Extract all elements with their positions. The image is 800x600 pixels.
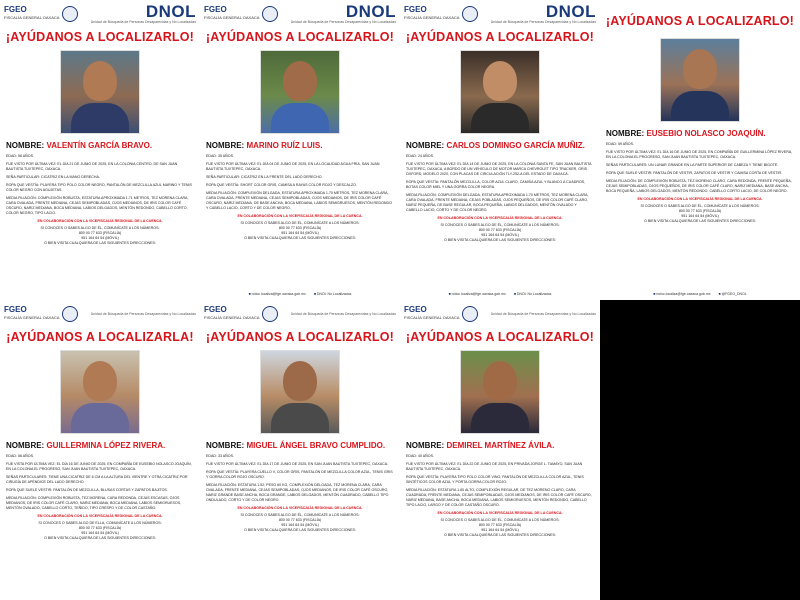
poster-header: FGEO FISCALÍA GENERAL OAXACA Unidad de Búsqueda de Personas Desaparecidas y No Localizadas [4, 305, 196, 320]
poster-eusebio-nolasco [600, 0, 800, 300]
poster-details: EDAD: 35 AÑOS. FUE VISTO POR ÚLTIMA VEZ: EL DÍA 04 DE JUNIO DE 2025, EN LA LOCALIDAD AGUA FRÍA, SAN JUAN BAUTISTA TUXTEPEC, OAXACA. SEÑA PARTICULAR: CICATRIZ EN LA FRENTE DEL LADO DERECHO. ROPA QUE VESTÍA: SHORT COLOR GRIS, CAMISA A RAYAS COLOR ROJO Y DESCALZO. MEDIA FILIACIÓN: COMPLEXIÓN DELGADA, ESTATURA APROXIMADA 1.70 METROS, TEZ MORENA CLARA, CARA OVALADA, FRENTE MEDIANA, CEJAS SEMIPOBLADAS, OJOS MEDIANOS, DE IRIS COLOR CAFÉ OSCURO, NARIZ MEDIANA, DE BASE ANCHA, BOCA MEDIANA, LABIOS SEMIGRUESOS, MENTÓN REDONDO Y CABELLO LACIO, CORTO Y DE COLOR NEGRO. EN COLABORACIÓN CON LA VICEFISCALÍA REGIONAL DE LA CUENCA. SI CONOCES O SABES ALGO DE ÉL, COMUNÍCATE A LOS NÚMEROS: 800 00 77 633 (FISCALÍA) 951 164 64 54 (MÓVIL) O BIEN VISITA CUALQUIERA DE LAS SIGUIENTES DIRECCIONES: [206, 154, 392, 240]
person-name: NOMBRE: DEMIREL MARTÍNEZ ÁVILA. [406, 441, 555, 450]
fge-logo: FGEO FISCALÍA GENERAL OAXACA [4, 305, 60, 320]
person-photo [460, 50, 540, 134]
person-photo [60, 50, 140, 134]
poster-guillermina-lopez [0, 300, 200, 600]
poster-title: ¡AYÚDANOS A LOCALIZARLO! [405, 30, 595, 44]
seal-icon [262, 306, 278, 322]
poster-title: ¡AYÚDANOS A LOCALIZARLO! [5, 30, 195, 44]
person-name: NOMBRE: MIGUEL ÁNGEL BRAVO CUMPLIDO. [206, 441, 386, 450]
person-photo [460, 350, 540, 434]
poster-title: ¡AYÚDANOS A LOCALIZARLO! [205, 330, 395, 344]
fge-logo: FGEO FISCALÍA GENERAL OAXACA [404, 305, 460, 320]
poster-title: ¡AYÚDANOS A LOCALIZARLO! [205, 30, 395, 44]
poster-header: FGEO FISCALÍA GENERAL OAXACA Unidad de Búsqueda de Personas Desaparecidas y No Localizadas [404, 305, 596, 320]
poster-demirel-martinez [400, 300, 600, 600]
poster-details: EDAD: 24 AÑOS. FUE VISTO POR ÚLTIMA VEZ: EL DÍA 14 DE JUNIO DE 2025, EN LA COLONIA SANTA FE, SAN JUAN BAUTISTA TUXTEPEC, OAXACA, A BORDO DE UN VEHÍCULO DE MOTOR MARCA CHEVROLET TIPO TRACKER, GRIS OXFORD, MODELO 2020, CON PLACAS DE CIRCULACIÓN TLY-252-A DEL ESTADO DE OAXACA. ROPA QUE VESTÍA: PANTALÓN MEZCLILLA, COLOR AZUL CLARO, CAMISA AZUL Y BLANCO A CUADROS, BOTAS COLOR MIEL Y UNA GORRA COLOR NEGRA. MEDIA FILIACIÓN: COMPLEXIÓN DELGADA, ESTATURA APROXIMADA 1.70 METROS, TEZ MORENA CLARA, CARA OVALADA, FRENTE MEDIANA, CEJAS POBLADAS, OJOS PEQUEÑOS, DE IRIS COLOR CAFÉ CLARO, NARIZ PEQUEÑA, DE BASE REGULAR, BOCA PEQUEÑA, LABIOS DELGADOS, MENTÓN OVALADO Y CABELLO LACIO, CORTO Y DE COLOR NEGRO. EN COLABORACIÓN CON LA VICEFISCALÍA REGIONAL DE LA CUENCA. SI CONOCES O SABES ALGO DE ÉL, COMUNÍCATE A LOS NÚMEROS: 800 00 77 633 (FISCALÍA) 951 164 64 54 (MÓVIL) O BIEN VISITA CUALQUIERA DE LAS SIGUIENTES DIRECCIONES: [406, 154, 592, 242]
poster-details: EDAD: 56 AÑOS. FUE VISTA POR ÚLTIMA VEZ: EL DÍA 16 DE JUNIO DE 2025, EN COMPAÑÍA DE EUSEBIO NOLASCO JOAQUÍN, EN LA COLONIA EL PROGRESO, SAN JUAN BAUTISTA TUXTEPEC, OAXACA. SEÑAS PARTICULARES: TIENE UNA CICATRIZ DE 6 CM A LA ALTURA DEL VIENTRE Y OTRA CICATRIZ POR CIRUGÍA DE APÉNDICE DEL LADO DERECHO. ROPA QUE SUELE VESTIR: PANTALÓN DE MEZCLILLA, BLUSAS CORTAS Y ZAPATOS BAJITOS. MEDIA FILIACIÓN: COMPLEXIÓN ROBUSTA, TEZ MORENA, CARA REDONDA, CEJAS ESCASAS, OJOS MEDIANOS, DE IRIS COLOR CAFÉ CLARO, NARIZ MEDIANA, BOCA MEDIANA, LABIOS SEMIGRUESOS, MENTÓN OVALADO, CABELLO CORTO, TEÑIDO, TIPO CRESPO Y DE COLOR CASTAÑO. EN COLABORACIÓN CON LA VICEFISCALÍA REGIONAL DE LA CUENCA. SI CONOCES O SABES ALGO DE ELLA, COMUNÍCATE A LOS NÚMEROS: 800 00 77 633 (FISCALÍA) 951 164 64 54 (MÓVIL) O BIEN VISITA CUALQUIERA DE LAS SIGUIENTES DIRECCIONES: [6, 454, 192, 540]
fge-logo: FGEO FISCALÍA GENERAL OAXACA [204, 5, 260, 20]
poster-footer: ■ noloc.localiza@fge.oaxaca.gob.mx ■ DNOL No Localizados [200, 292, 400, 296]
person-name: NOMBRE: EUSEBIO NOLASCO JOAQUÍN. [606, 129, 766, 138]
person-photo [260, 50, 340, 134]
poster-details: EDAD: 59 AÑOS. FUE VISTO POR ÚLTIMA VEZ: EL DÍA 16 DE JUNIO DE 2025, EN COMPAÑÍA DE GUILLERMINA LÓPEZ RIVERA, EN LA COLONIA EL PROGRESO, SAN JUAN BAUTISTA TUXTEPEC, OAXACA. SEÑAS PARTICULARES: UN LUNAR GRANDE EN LA PARTE SUPERIOR DE CABEZA Y TIENE BIGOTE. ROPA QUE SUELE VESTIR: PANTALÓN DE VESTIR, ZAPATOS DE VESTIR Y CAMISA CORTA DE VESTIR. MEDIA FILIACIÓN: DE COMPLEXIÓN ROBUSTA, TEZ MORENO CLARO, CARA REDONDA, FRENTE PEQUEÑA, CEJAS SEMIPOBLADAS, OJOS PEQUEÑOS, DE IRIS COLOR CAFÉ CLARO, NARIZ MEDIANA, BASE ANCHA, BOCA PEQUEÑA, LABIOS DELGADOS, MENTÓN REDONDO, CABELLO CORTO LACIO, DE COLOR NEGRO. EN COLABORACIÓN CON LA VICEFISCALÍA REGIONAL DE LA CUENCA. SI CONOCES O SABES ALGO DE ÉL, COMUNÍCATE A LOS NÚMEROS: 800 00 77 633 (FISCALÍA) 951 164 64 54 (MÓVIL) O BIEN VISITA CUALQUIERA DE LAS SIGUIENTES DIRECCIONES: [606, 142, 793, 223]
seal-icon [62, 6, 78, 22]
poster-details: EDAD: 40 AÑOS. FUE VISTO POR ÚLTIMA VEZ: EL DÍA 22 DE JUNIO DE 2025, EN PRIVADA JORGE L. TAMAYO, SAN JUAN BAUTISTA TUXTEPEC, OAXACA. ROPA QUE VESTÍA: PLAYERA TIPO POLO COLOR VINO, PANTALÓN DE MEZCLILLA COLOR AZUL, TENIS SINTÉTICOS COLOR AZUL Y PORTA GORRA COLOR ROJO. MEDIA FILIACIÓN: ESTATURA 1.60 ALTO, COMPLEXIÓN REGULAR, DE TEZ MORENO CLARO, CARA CUADRADA, FRENTE MEDIANA, CEJAS SEMIPOBLADAS, OJOS MEDIANOS, DE IRIS COLOR CAFÉ OSCURO, NARIZ MEDIANA, BASE ANCHA, BOCA MEDIANA, LABIOS SEMIGRUESOS, MENTÓN REDONDO, CABELLO TIPO LACIO, LARGO Y DE COLOR CASTAÑO OSCURO. EN COLABORACIÓN CON LA VICEFISCALÍA REGIONAL DE LA CUENCA. SI CONOCES O SABES ALGO DE ÉL, COMUNÍCATE A LOS NÚMEROS: 800 00 77 633 (FISCALÍA) 951 164 64 54 (MÓVIL) O BIEN VISITA CUALQUIERA DE LAS SIGUIENTES DIRECCIONES: [406, 454, 592, 537]
person-name: NOMBRE: CARLOS DOMINGO GARCÍA MUÑIZ. [406, 141, 585, 150]
empty-cell [600, 300, 800, 600]
seal-icon [462, 306, 478, 322]
poster-valentin-garcia [0, 0, 200, 300]
person-name: NOMBRE: MARINO RUÍZ LUIS. [206, 141, 323, 150]
poster-footer: ■ noloc.localiza@fge.oaxaca.gob.mx ■ @FGEO_DNOL [600, 292, 800, 296]
poster-carlos-garcia [400, 0, 600, 300]
dnol-logo: DNOL [545, 2, 596, 21]
person-photo [260, 350, 340, 434]
person-name: NOMBRE: VALENTÍN GARCÍA BRAVO. [6, 141, 153, 150]
seal-icon [462, 6, 478, 22]
poster-marino-ruiz [200, 0, 400, 300]
seal-icon [62, 306, 78, 322]
seal-icon [262, 6, 278, 22]
fge-logo: FGEO FISCALÍA GENERAL OAXACA [204, 305, 260, 320]
poster-header: FGEO FISCALÍA GENERAL OAXACA DNOL Unidad de Búsqueda de Personas Desaparecidas y No Localizadas [204, 2, 396, 24]
poster-title: ¡AYÚDANOS A LOCALIZARLO! [405, 330, 595, 344]
dnol-logo: DNOL [145, 2, 196, 21]
poster-details: EDAD: 56 AÑOS. FUE VISTO POR ÚLTIMA VEZ: EL DÍA 21 DE JUNIO DE 2025, EN LA COLONIA CENTRO, DE SAN JUAN BAUTISTA TUXTEPEC, OAXACA. SEÑA PARTICULAR: CICATRIZ EN LA MANO DERECHA. ROPA QUE VESTÍA: PLAYERA TIPO POLO COLOR NEGRO, PANTALÓN DE MEZCLILLA AZUL MARINO Y TENIS COLOR NEGRO CON AGUJETAS. MEDIA FILIACIÓN: COMPLEXIÓN ROBUSTA, ESTATURA APROXIMADA 1.71 METROS, TEZ MORENA CLARA, CARA OVALADA, FRENTE MEDIANA, CEJAS SEMIPOBLADAS, OJOS MEDIANOS, DE IRIS COLOR CAFÉ OSCURO, NARIZ MEDIANA, BOCA MEDIANA, LABIOS DELGADOS, MENTÓN REDONDO, CABELLO CORTO, COLOR NEGRO, TIPO LACIO. EN COLABORACIÓN CON LA VICEFISCALÍA REGIONAL DE LA CUENCA. SI CONOCES O SABES ALGO DE ÉL, COMUNÍCATE A LOS NÚMEROS: 800 00 77 633 (FISCALÍA) 951 164 64 54 (MÓVIL) O BIEN VISITA CUALQUIERA DE LAS SIGUIENTES DIRECCIONES: [6, 154, 192, 245]
poster-header: FGEO FISCALÍA GENERAL OAXACA DNOL Unidad de Búsqueda de Personas Desaparecidas y No Localizadas [404, 2, 596, 24]
poster-title: ¡AYÚDANOS A LOCALIZARLO! [605, 14, 795, 28]
poster-header: FGEO FISCALÍA GENERAL OAXACA Unidad de Búsqueda de Personas Desaparecidas y No Localizadas [204, 305, 396, 320]
poster-title: ¡AYÚDANOS A LOCALIZARLA! [6, 330, 194, 344]
person-name: NOMBRE: GUILLERMINA LÓPEZ RIVERA. [6, 441, 166, 450]
poster-footer: ■ noloc.localiza@fge.oaxaca.gob.mx ■ DNOL No Localizados [400, 292, 600, 296]
person-photo [660, 38, 740, 122]
fge-logo: FGEO FISCALÍA GENERAL OAXACA [4, 5, 60, 20]
fge-logo: FGEO FISCALÍA GENERAL OAXACA [404, 5, 460, 20]
poster-details: EDAD: 33 AÑOS. FUE VISTO POR ÚLTIMA VEZ: EL DÍA 17 DE JUNIO DE 2025, EN SAN JUAN BAUTISTA TUXTEPEC, OAXACA. ROPA QUE VESTÍA: PLAYERA CUELLO V, COLOR GRIS, PANTALÓN DE MEZCLILLA COLOR AZUL, TENIS GRIS Y GORRA COLOR ROJO OSCURO. MEDIA FILIACIÓN: ESTATURA 1.52, PESO 60 KG, COMPLEXIÓN DELGADA, TEZ MORENA CLARA, CARA OVALADA, FRENTE MEDIANA, CEJAS SEMIPOBLADAS, OJOS MEDIANOS, DE IRIS COLOR CAFÉ OSCURO, NARIZ GRANDE BASE ANCHA, BOCA GRANDE, LABIOS DELGADOS, MENTÓN CUADRADO, CABELLO TIPO ONDULADO, CORTO Y DE COLOR NEGRO. EN COLABORACIÓN CON LA VICEFISCALÍA REGIONAL DE LA CUENCA. SI CONOCES O SABES ALGO DE ÉL, COMUNÍCATE A LOS NÚMEROS: 800 00 77 633 (FISCALÍA) 951 164 64 54 (MÓVIL) O BIEN VISITA CUALQUIERA DE LAS SIGUIENTES DIRECCIONES: [206, 454, 393, 532]
poster-miguel-bravo [200, 300, 400, 600]
person-photo [60, 350, 140, 434]
dnol-logo: DNOL [345, 2, 396, 21]
poster-header: FGEO FISCALÍA GENERAL OAXACA DNOL Unidad de Búsqueda de Personas Desaparecidas y No Localizadas [4, 2, 196, 24]
